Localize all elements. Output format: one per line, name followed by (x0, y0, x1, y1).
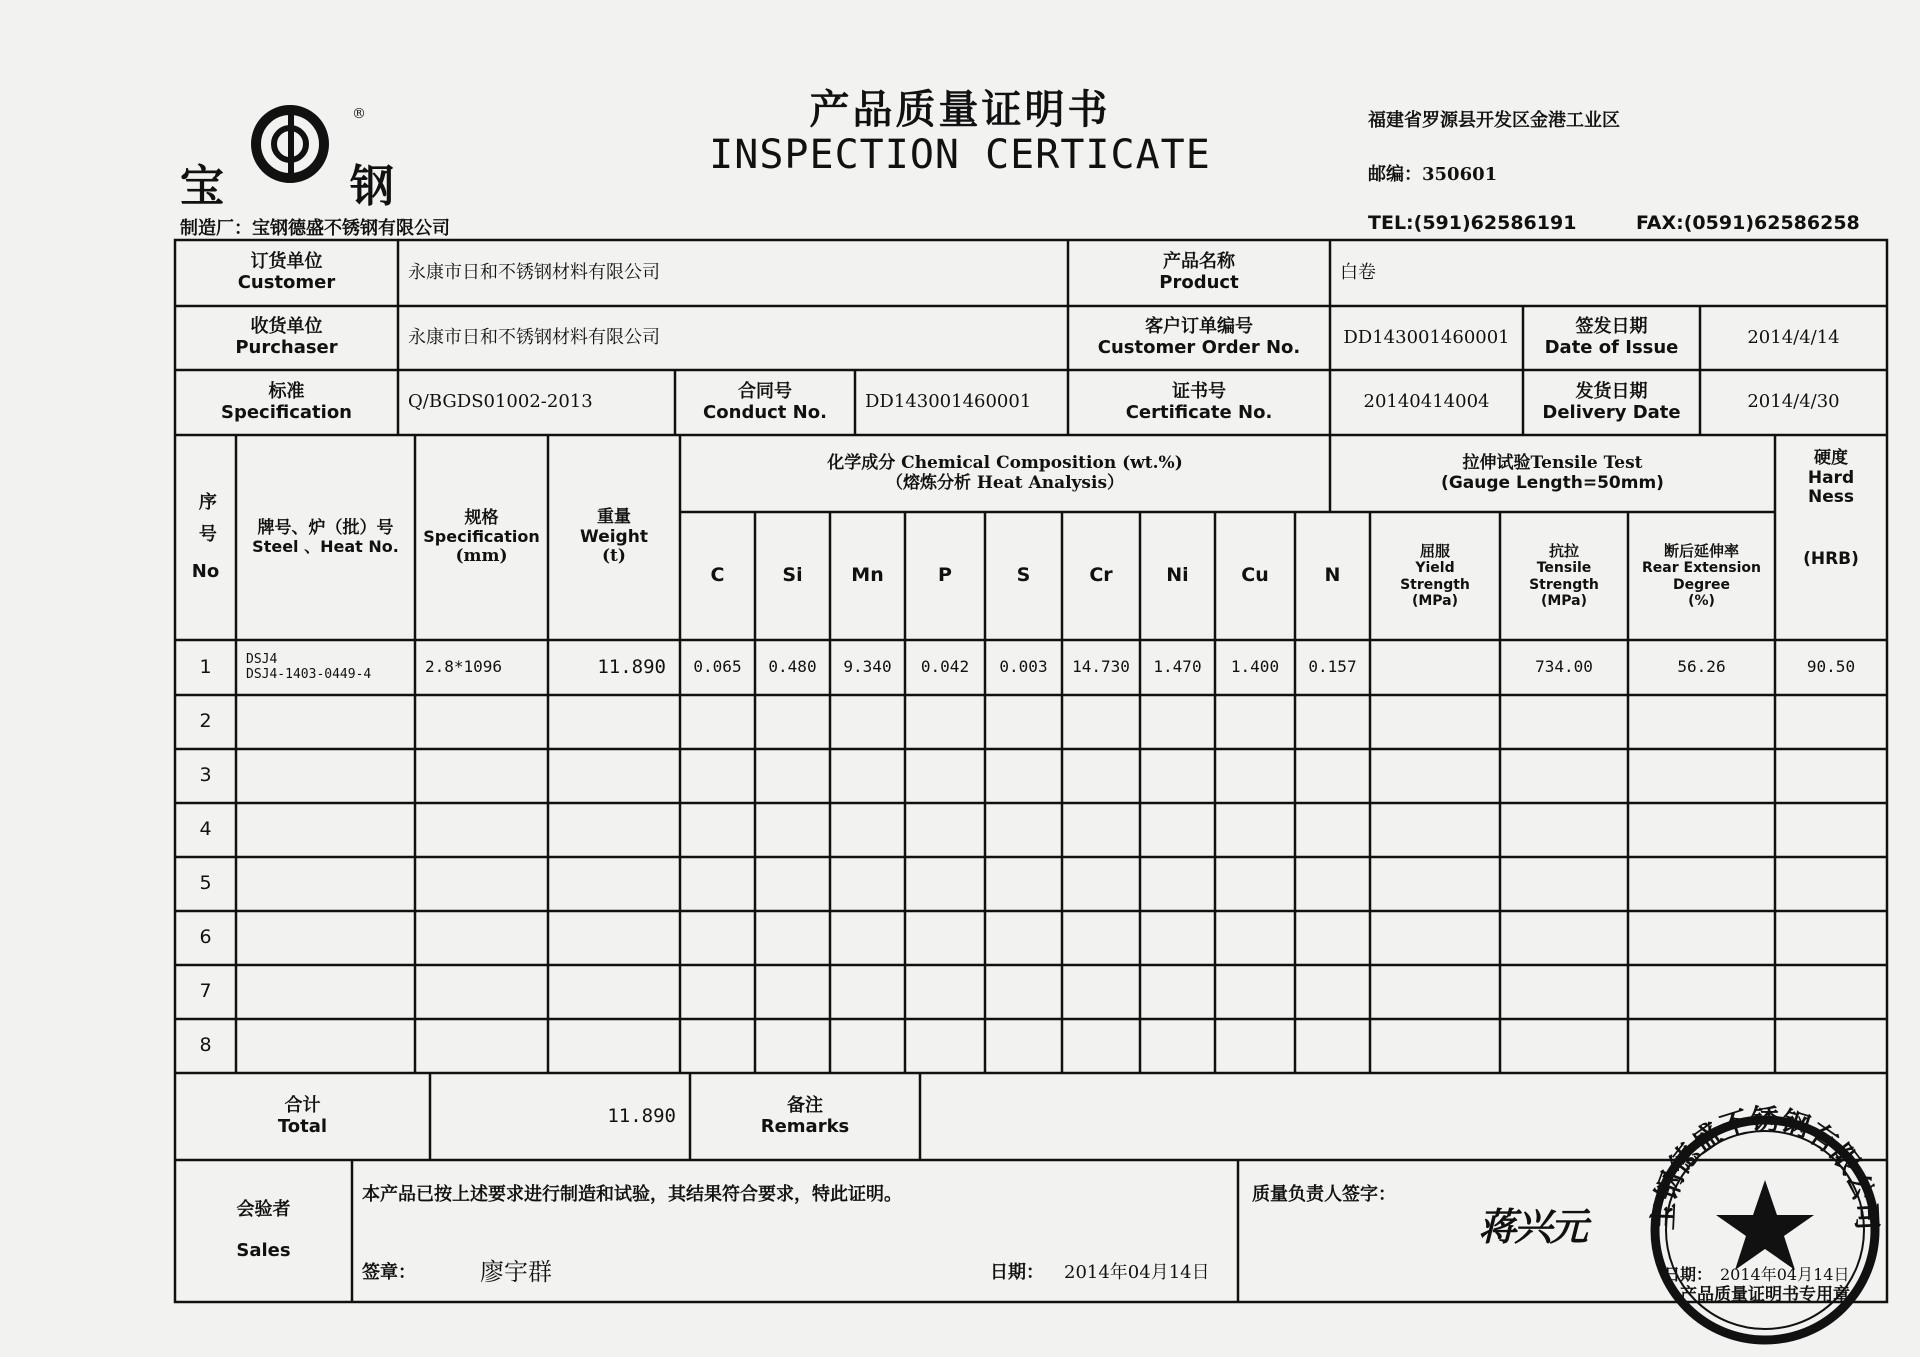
remarks-label (690, 1073, 920, 1160)
purchaser-value: 永康市日和不锈钢材料有限公司 (408, 326, 660, 348)
row-5-no: 5 (199, 872, 212, 895)
col-steel-header (236, 435, 415, 640)
row-1-hardness: 90.50 (1806, 657, 1856, 677)
col-hardness-en1: Hard (1807, 467, 1855, 488)
title-english: INSPECTION CERTICATE (709, 132, 1211, 178)
col-elongation-header (1628, 512, 1775, 640)
logo-text-gang: 钢 (350, 161, 394, 212)
row-7-no: 7 (199, 980, 212, 1003)
row-2-no: 2 (199, 710, 212, 733)
product-label-en: Product (1159, 272, 1239, 293)
company-seal-icon (1640, 1100, 1890, 1350)
col-yield-unit: (MPa) (1411, 592, 1459, 609)
total-weight: 11.890 (607, 1104, 676, 1127)
seal-date: 2014年04月14日 (1720, 1265, 1850, 1284)
quality-manager-label: 质量负责人签字： (1252, 1184, 1396, 1205)
col-hardness-cn: 硬度 (1814, 448, 1848, 468)
chemical-composition-header (680, 435, 1330, 512)
col-element-s: S (1016, 564, 1031, 587)
col-yield-header (1370, 512, 1500, 640)
order-label-cn: 客户订单编号 (1145, 316, 1253, 338)
certificate-label (1068, 370, 1330, 435)
tensile-title: 拉伸试验Tensile Test (1462, 452, 1643, 473)
col-weight-cn: 重量 (597, 507, 631, 528)
stamp-label: 签章： (362, 1262, 416, 1283)
col-tensile-header (1500, 512, 1628, 640)
col-spec-unit: (mm) (455, 545, 508, 566)
contract-label (675, 370, 855, 435)
row-1-cu: 1.400 (1230, 657, 1280, 677)
customer-label-cn: 订货单位 (250, 251, 323, 273)
col-element-ni: Ni (1166, 564, 1189, 587)
row-1-yield (1370, 640, 1500, 695)
col-weight-unit: (t) (602, 546, 626, 567)
col-steel-en: Steel 、Heat No. (252, 537, 399, 557)
chem-title: 化学成分 Chemical Composition (wt.%) (827, 452, 1183, 473)
col-element-si: Si (782, 564, 803, 587)
product-value: 白卷 (1340, 261, 1376, 283)
col-element-c: C (710, 564, 725, 587)
col-elongation-en: Rear Extension (1642, 560, 1761, 577)
order-label-en: Customer Order No. (1097, 337, 1301, 358)
registered-mark: ® (352, 106, 366, 122)
row-1-c: 0.065 (693, 657, 742, 677)
delivery-date-label (1523, 370, 1700, 435)
col-hardness-unit: (HRB) (1803, 548, 1859, 569)
col-weight-en: Weight (580, 526, 648, 547)
quality-manager-signature: 蒋兴元 (1478, 1204, 1587, 1249)
product-label-cn: 产品名称 (1163, 251, 1235, 273)
delivery-date-label-en: Delivery Date (1542, 401, 1681, 423)
remarks-label-en: Remarks (760, 1115, 850, 1137)
customer-label (175, 240, 398, 306)
seal-arc-text: 宝钢德盛不锈钢有限公司 (1646, 1102, 1884, 1231)
col-element-p: P (938, 564, 952, 587)
col-tensile-unit: (MPa) (1540, 592, 1588, 609)
col-spec-en: Specification (423, 527, 540, 547)
date-label: 日期： (990, 1262, 1044, 1283)
row-1-steel-grade: DSJ4 (246, 651, 278, 667)
col-element-n: N (1324, 564, 1341, 587)
row-8-no: 8 (199, 1034, 212, 1057)
row-3-no: 3 (199, 764, 212, 787)
company-address: 福建省罗源县开发区金港工业区 (1368, 110, 1620, 131)
postal-code: 邮编：350601 (1368, 164, 1498, 185)
col-elongation-cn: 断后延伸率 (1663, 542, 1739, 561)
row-1-mn: 9.340 (843, 657, 892, 677)
col-hardness-en2: Ness (1808, 487, 1854, 508)
issue-date-label-cn: 签发日期 (1575, 316, 1648, 338)
row-1-no: 1 (199, 655, 212, 678)
col-yield-cn: 屈服 (1419, 542, 1450, 561)
col-tensile-en: Tensile (1536, 560, 1592, 577)
row-1-steel (236, 640, 415, 695)
row-1-ni: 1.470 (1153, 657, 1202, 677)
total-label (175, 1073, 430, 1160)
inspector-name: 廖宇群 (480, 1258, 552, 1286)
purchaser-label-cn: 收货单位 (250, 316, 323, 338)
col-no-en: No (191, 561, 220, 583)
delivery-date-value: 2014/4/30 (1747, 391, 1840, 413)
order-value: DD143001460001 (1343, 326, 1510, 348)
spec-label (175, 370, 398, 435)
row-1-weight: 11.890 (597, 655, 666, 678)
col-weight-header (548, 435, 680, 640)
spec-label-en: Specification (220, 401, 352, 423)
product-label (1068, 240, 1330, 306)
logo-text-bao: 宝 (180, 161, 224, 212)
col-no-cn: 序号 (195, 492, 217, 557)
sales-label-en: Sales (236, 1240, 291, 1261)
row-4-no: 4 (199, 818, 212, 841)
seal-sub-text: 产品质量证明书专用章 (1680, 1285, 1850, 1305)
spec-label-cn: 标准 (268, 380, 305, 402)
row-1-tensile: 734.00 (1535, 657, 1593, 677)
col-element-cr: Cr (1089, 564, 1113, 587)
col-no-header (175, 435, 236, 640)
tensile-subtitle: (Gauge Length=50mm) (1441, 472, 1664, 493)
row-1-heat-no: DSJ4-1403-0449-4 (246, 666, 372, 682)
sales-label-cn: 会验者 (236, 1199, 291, 1221)
row-1-elongation: 56.26 (1677, 657, 1726, 677)
col-hardness-header (1775, 435, 1887, 640)
certificate-date: 2014年04月14日 (1064, 1262, 1210, 1283)
total-label-cn: 合计 (284, 1094, 321, 1116)
spec-value: Q/BGDS01002-2013 (408, 391, 593, 413)
certification-statement: 本产品已按上述要求进行制造和试验，其结果符合要求，特此证明。 (362, 1184, 902, 1205)
col-elongation-unit: (%) (1688, 592, 1715, 609)
issue-date-label (1523, 306, 1700, 370)
col-spec-header (415, 435, 548, 640)
issue-date-value: 2014/4/14 (1747, 326, 1840, 348)
order-label (1068, 306, 1330, 370)
row-6-no: 6 (199, 926, 212, 949)
certificate-label-cn: 证书号 (1172, 380, 1226, 402)
total-label-en: Total (277, 1115, 328, 1137)
row-1-cr: 14.730 (1072, 657, 1130, 677)
delivery-date-label-cn: 发货日期 (1575, 380, 1648, 402)
row-1-p: 0.042 (920, 657, 970, 677)
customer-label-en: Customer (237, 272, 336, 293)
row-1-n: 0.157 (1308, 657, 1357, 677)
seal-date-label: 日期： (1664, 1265, 1713, 1284)
manufacturer: 制造厂：宝钢德盛不锈钢有限公司 (180, 218, 450, 239)
telephone: TEL:(591)62586191 (1368, 212, 1577, 234)
col-tensile-cn: 抗拉 (1548, 542, 1579, 561)
purchaser-label (175, 306, 398, 370)
contract-label-en: Conduct No. (703, 401, 827, 423)
row-1-s: 0.003 (999, 657, 1048, 677)
row-1-spec: 2.8*1096 (425, 657, 503, 677)
chem-subtitle: （熔炼分析 Heat Analysis） (885, 472, 1125, 493)
tensile-test-header (1330, 435, 1775, 512)
col-element-mn: Mn (851, 564, 884, 587)
fax: FAX:(0591)62586258 (1636, 212, 1860, 234)
contract-label-cn: 合同号 (738, 380, 792, 402)
sales-label (175, 1160, 352, 1302)
col-steel-cn: 牌号、炉（批）号 (257, 517, 394, 538)
contract-value: DD143001460001 (865, 391, 1032, 413)
remarks-label-cn: 备注 (787, 1094, 823, 1116)
col-yield-en: Yield (1415, 560, 1455, 577)
customer-value: 永康市日和不锈钢材料有限公司 (408, 261, 660, 283)
issue-date-label-en: Date of Issue (1544, 337, 1679, 358)
col-elongation-en2: Degree (1672, 576, 1731, 593)
col-element-cu: Cu (1241, 564, 1269, 587)
certificate-label-en: Certificate No. (1125, 401, 1273, 423)
col-spec-cn: 规格 (464, 507, 499, 528)
purchaser-label-en: Purchaser (235, 337, 338, 358)
col-yield-en2: Strength (1400, 576, 1470, 593)
row-1-si: 0.480 (768, 657, 817, 677)
title-chinese: 产品质量证明书 (809, 86, 1111, 133)
certificate-value: 20140414004 (1363, 391, 1490, 413)
col-tensile-en2: Strength (1529, 576, 1599, 593)
